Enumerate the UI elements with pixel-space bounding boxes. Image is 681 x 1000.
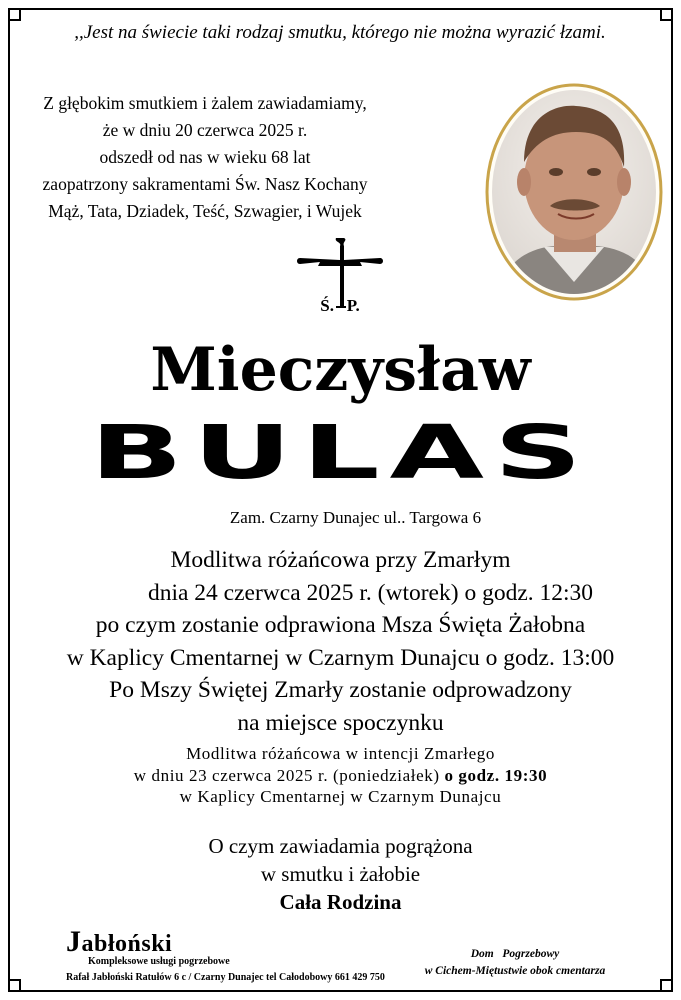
portrait-photo	[484, 82, 664, 302]
deceased-last-name: BULAS	[89, 410, 592, 496]
company-tagline: Kompleksowe usługi pogrzebowe	[88, 956, 230, 967]
ceremony-details	[0, 544, 681, 739]
announcement-text	[40, 90, 370, 225]
prayer-line	[0, 765, 681, 787]
company-initial: J	[66, 925, 82, 958]
announcement-line: Z głębokim smutkiem i żalem zawiadamiamy,	[43, 93, 367, 113]
ceremony-line: Po Mszy Świętej Zmarły zostanie odprowadzony	[109, 677, 572, 703]
corner-ornament-top-left	[6, 6, 38, 38]
corner-ornament-bottom-left	[6, 962, 38, 994]
funeral-home-title: Dom Pogrzebowy	[470, 948, 560, 960]
prayer-line: Modlitwa różańcowa w intencji Zmarłego	[186, 744, 495, 763]
funeral-home	[405, 946, 625, 980]
funeral-company	[66, 925, 396, 986]
company-name-rest: abłoński	[81, 931, 173, 957]
ceremony-line: dnia 24 czerwca 2025 r. (wtorek) o godz. 12:30	[147, 579, 594, 606]
ceremony-line: na miejsce spoczynku	[237, 709, 444, 736]
announcement-line: że w dniu 20 czerwca 2025 r.	[102, 120, 308, 140]
company-logo-name	[66, 925, 396, 958]
company-address: Rafał Jabłoński Ratułów 6 c / Czarny Dunajec tel Całodobowy 661 429 750	[66, 972, 385, 983]
frame-top-border	[34, 8, 647, 10]
prayer-time: o godz. 19:30	[444, 765, 548, 785]
deceased-address: Zam. Czarny Dunajec ul.. Targowa 6	[229, 508, 482, 527]
closing-line: w smutku i żałobie	[260, 862, 421, 886]
funeral-home-location: w Cichem-Miętustwie obok cmentarza	[424, 965, 606, 977]
announcement-line: zaopatrzony sakramentami Św. Nasz Kochany	[42, 174, 368, 194]
prayer-line: w Kaplicy Cmentarnej w Czarnym Dunajcu	[179, 787, 502, 806]
prayer-notice	[0, 743, 681, 808]
prayer-date: w dniu 23 czerwca 2025 r. (poniedziałek)	[133, 765, 445, 785]
closing-notice	[0, 832, 681, 916]
ceremony-line: Modlitwa różańcowa przy Zmarłym	[170, 547, 511, 573]
frame-bottom-border	[34, 990, 647, 992]
opening-quote: ,,Jest na świecie taki rodzaj smutku, którego nie można wyrazić łzami.	[74, 22, 606, 43]
ceremony-line: po czym zostanie odprawiona Msza Święta Żałobna	[95, 612, 586, 638]
deceased-first-name: Mieczysław	[150, 335, 531, 405]
corner-ornament-bottom-right	[643, 962, 675, 994]
closing-line: O czym zawiadamia pogrążona	[208, 834, 473, 858]
announcement-line: Mąż, Tata, Dziadek, Teść, Szwagier, i Wujek	[48, 201, 362, 221]
initials-sp: Ś. P.	[320, 296, 360, 315]
corner-ornament-top-right	[643, 6, 675, 38]
announcement-line: odszedł od nas w wieku 68 lat	[99, 147, 311, 167]
ceremony-line: w Kaplicy Cmentarnej w Czarnym Dunajcu o godz. 13:00	[66, 644, 615, 671]
family-signature: Cała Rodzina	[279, 890, 402, 914]
